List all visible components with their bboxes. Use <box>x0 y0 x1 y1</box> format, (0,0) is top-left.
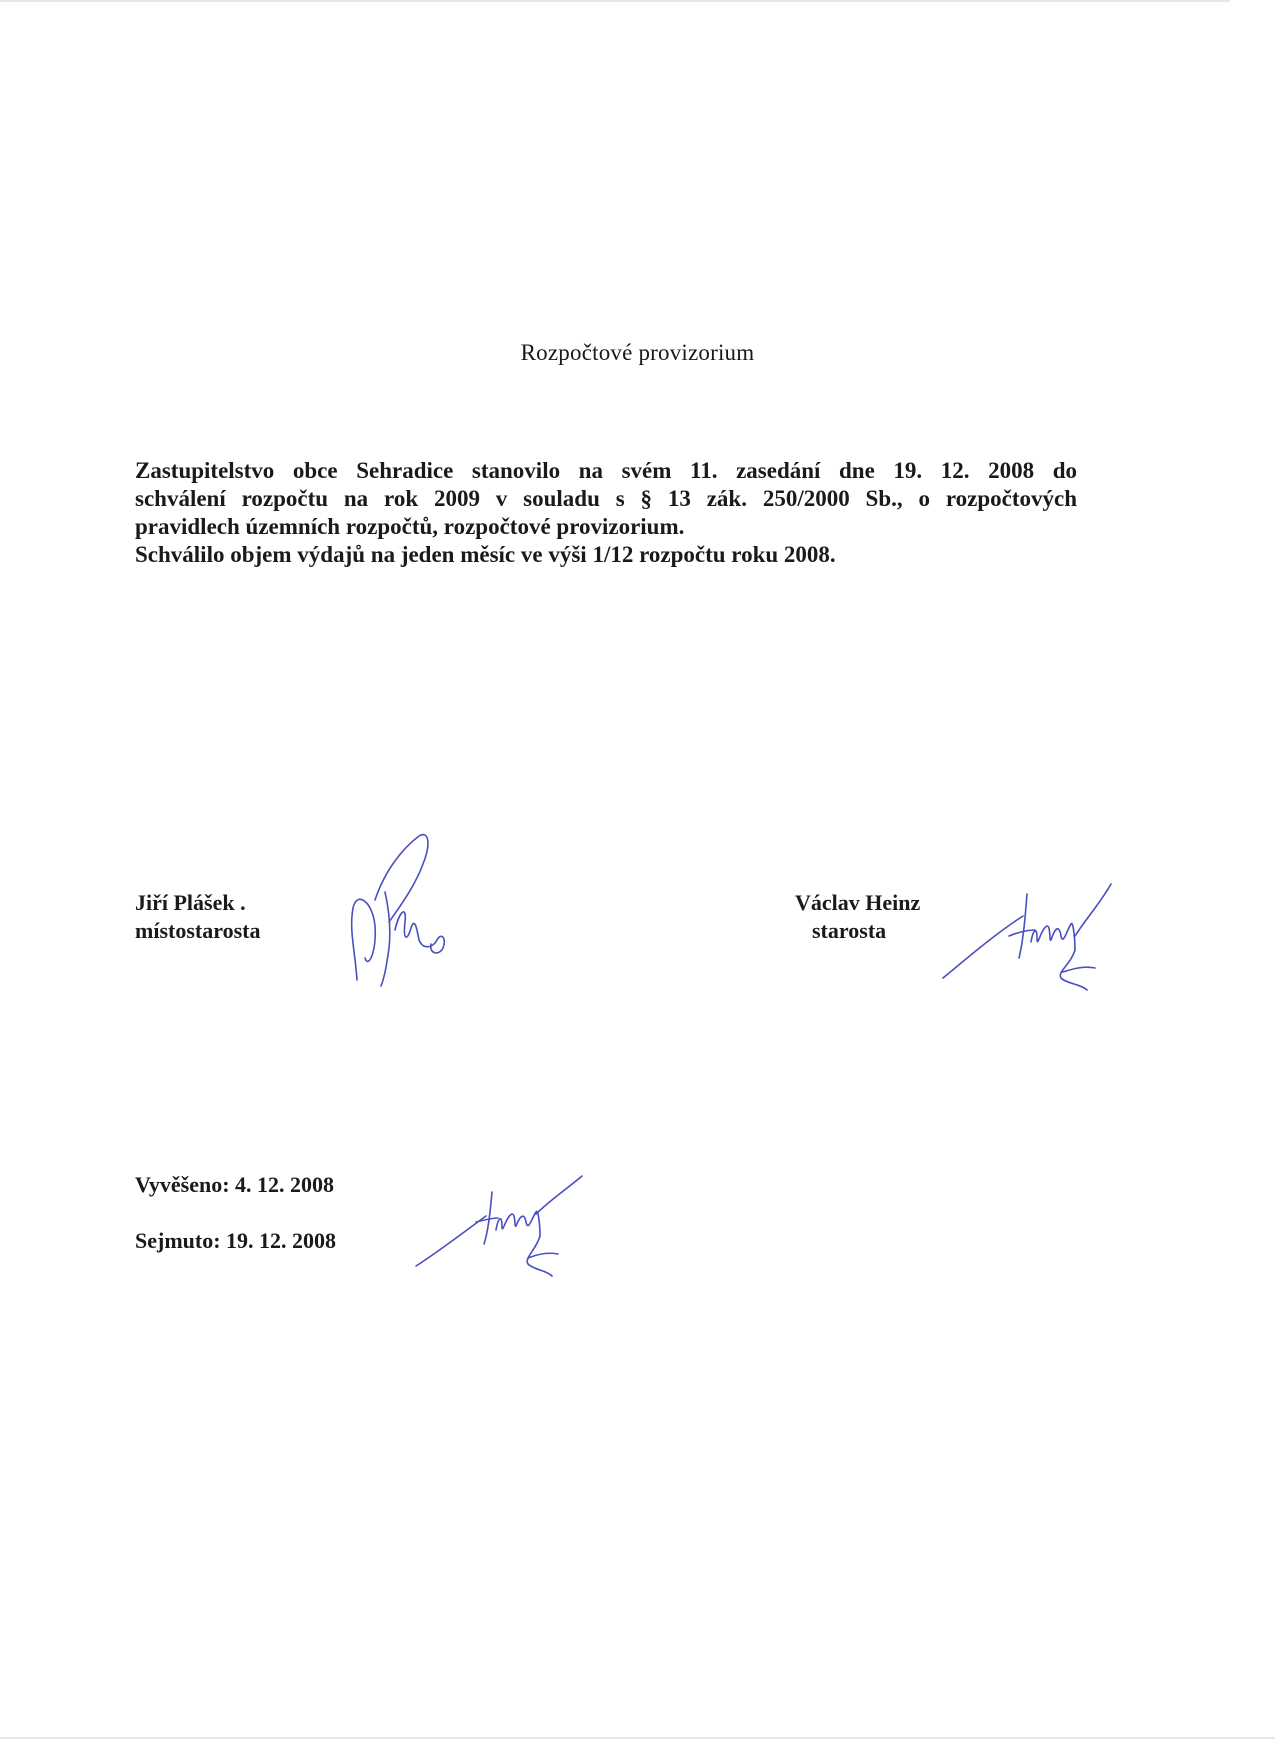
resolution-paragraph <box>135 457 1077 569</box>
scan-edge-bottom <box>0 1737 1275 1739</box>
document-title: Rozpočtové provizorium <box>520 340 755 365</box>
mayor-name: Václav Heinz <box>795 890 921 915</box>
mayor-signature <box>935 880 1115 1000</box>
removed-date: Sejmuto: 19. 12. 2008 <box>135 1228 337 1253</box>
paragraph-line: pravidlech územních rozpočtů, rozpočtové provizorium. <box>135 514 685 539</box>
deputy-signature <box>345 830 455 990</box>
deputy-role: místostarosta <box>135 918 261 943</box>
mayor-role: starosta <box>812 918 887 943</box>
deputy-name: Jiří Plášek . <box>135 890 246 915</box>
posting-signature <box>410 1170 590 1290</box>
posted-date: Vyvěšeno: 4. 12. 2008 <box>135 1172 335 1197</box>
paragraph-line: Zastupitelstvo obce Sehradice stanovilo na svém 11. zasedání dne 19. 12. 2008 do <box>135 458 1077 483</box>
paragraph-line: Schválilo objem výdajů na jeden měsíc ve výši 1/12 rozpočtu roku 2008. <box>135 542 836 567</box>
paragraph-line: schválení rozpočtu na rok 2009 v souladu s § 13 zák. 250/2000 Sb., o rozpočtových <box>135 486 1077 511</box>
scan-edge-top <box>0 0 1230 2</box>
